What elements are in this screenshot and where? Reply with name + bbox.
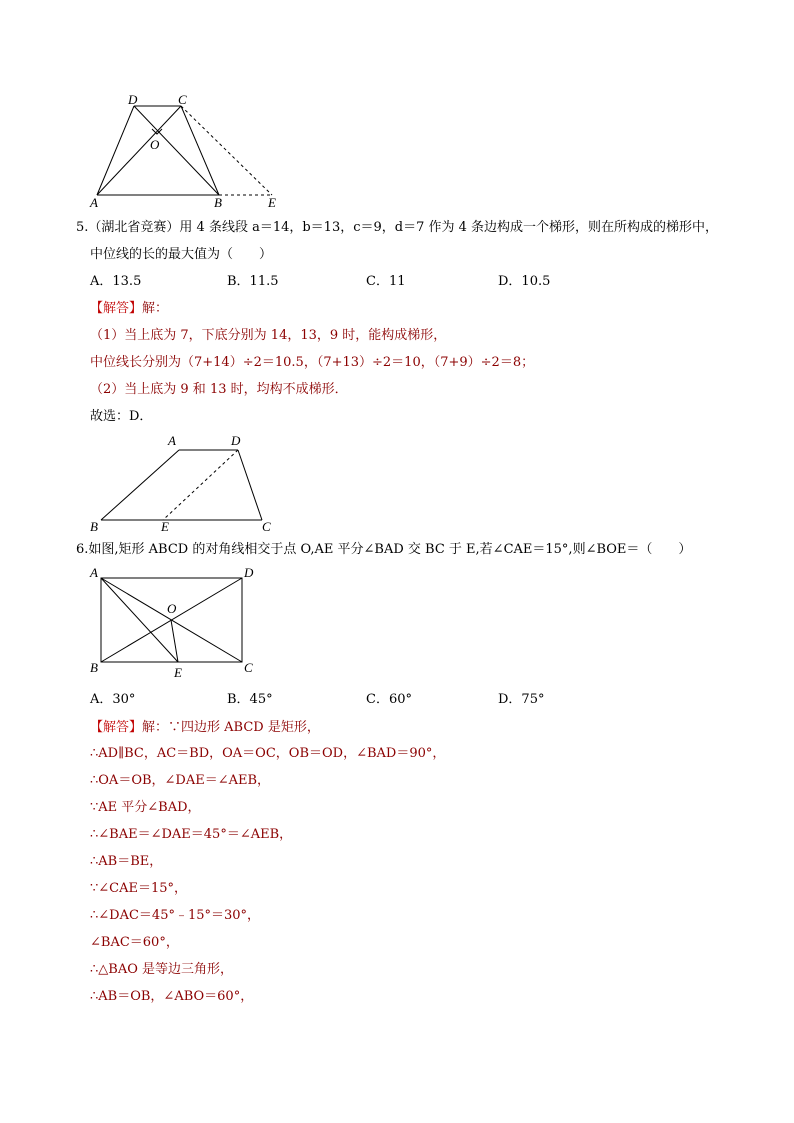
q6-solution-line9: ∴△BAO 是等边三角形， [90,962,234,977]
q6-solution-line4: ∴∠BAE＝∠DAE＝45°＝∠AEB， [90,827,293,842]
q6-option-b: B．45° [227,692,273,707]
q6-solution-line7: ∴∠DAC＝45°﹣15°＝30°， [90,908,261,923]
figure-trapezoid-diagonals [0,0,794,220]
q5-option-d: D．10.5 [498,274,551,289]
q5-solution-line3: （2）当上底为 9 和 13 时，均构不成梯形． [90,382,348,397]
fig3-label-c: C [244,660,253,675]
fig1-label-c: C [178,92,187,107]
fig1-label-o: O [150,137,160,152]
fig1-segment-bc [181,106,219,195]
q6-solution-line6: ∵∠CAE＝15°， [90,881,188,896]
q6-solution-line10: ∴AB＝OB，∠ABO＝60°， [90,989,254,1004]
fig2-segment-ab [101,450,179,520]
fig3-label-d: D [244,565,254,580]
fig1-dashed-ce [181,106,272,195]
fig2-label-a: A [168,433,176,448]
fig1-diagonal-ac [97,106,181,195]
q6-answer-heading [90,719,320,737]
q5-option-a: A．13.5 [90,274,142,289]
fig3-label-a: A [90,565,98,580]
q6-option-a: A．30° [90,692,136,707]
fig1-label-e: E [268,195,276,210]
q6-answer-head: 解：∵四边形 ABCD 是矩形， [142,720,320,735]
q5-solution-line4: 故选：D． [90,409,153,424]
q5-option-c: C．11 [366,274,406,289]
fig2-dashed-de [163,450,238,520]
fig3-segment-ae [101,578,178,662]
fig3-label-e: E [174,665,182,680]
q6-option-c: C．60° [366,692,412,707]
q6-solution-line3: ∵AE 平分∠BAD， [90,800,201,815]
q5-stem-line1: 5.（湖北省竞赛）用 4 条线段 a＝14，b＝13，c＝9，d＝7 作为 4 条边构成一个梯形，则在所构成的梯形中， [76,220,719,235]
fig2-label-d: D [231,433,241,448]
fig2-label-e: E [161,519,169,534]
q6-stem-line1: 6.如图,矩形 ABCD 的对角线相交于点 O,AE 平分∠BAD 交 BC 于 E,若∠CAE＝15°,则∠BOE＝（ ） [76,542,692,557]
q5-solution-line2: 中位线长分别为（7+14）÷2＝10.5，（7+13）÷2＝10，（7+9）÷2＝8； [90,355,535,370]
q5-answer-tag: 【解答】 [90,301,143,316]
q6-solution-line1: ∴AD∥BC，AC＝BD，OA＝OC，OB＝OD，∠BAD＝90°， [90,746,446,761]
q6-solution-line8: ∠BAC＝60°， [90,935,179,950]
fig2-segment-dc [238,450,262,520]
q6-answer-tag: 【解答】 [90,720,143,735]
q5-answer-head: 解： [142,301,169,316]
q5-stem-line2: 中位线的长的最大值为（ ） [90,247,273,262]
fig3-label-o: O [167,601,177,616]
q6-option-d: D．75° [498,692,545,707]
fig1-diagonal-bd [134,106,219,195]
q5-solution-line1: （1）当上底为 7，下底分别为 14，13，9 时，能构成梯形， [90,328,447,343]
q5-option-b: B．11.5 [227,274,279,289]
figure-trapezoid-dashed [0,430,794,535]
fig2-label-c: C [262,519,271,534]
fig2-label-b: B [90,519,98,534]
fig1-label-b: B [214,195,222,210]
q6-solution-line5: ∴AB＝BE， [90,854,163,869]
fig1-segment-ad [97,106,134,195]
fig3-label-b: B [90,660,98,675]
fig1-label-d: D [128,92,138,107]
fig1-label-a: A [90,195,98,210]
q6-solution-line2: ∴OA＝OB，∠DAE＝∠AEB， [90,773,271,788]
figure-rectangle-diagonals [0,560,794,685]
q5-answer-heading [90,300,168,318]
